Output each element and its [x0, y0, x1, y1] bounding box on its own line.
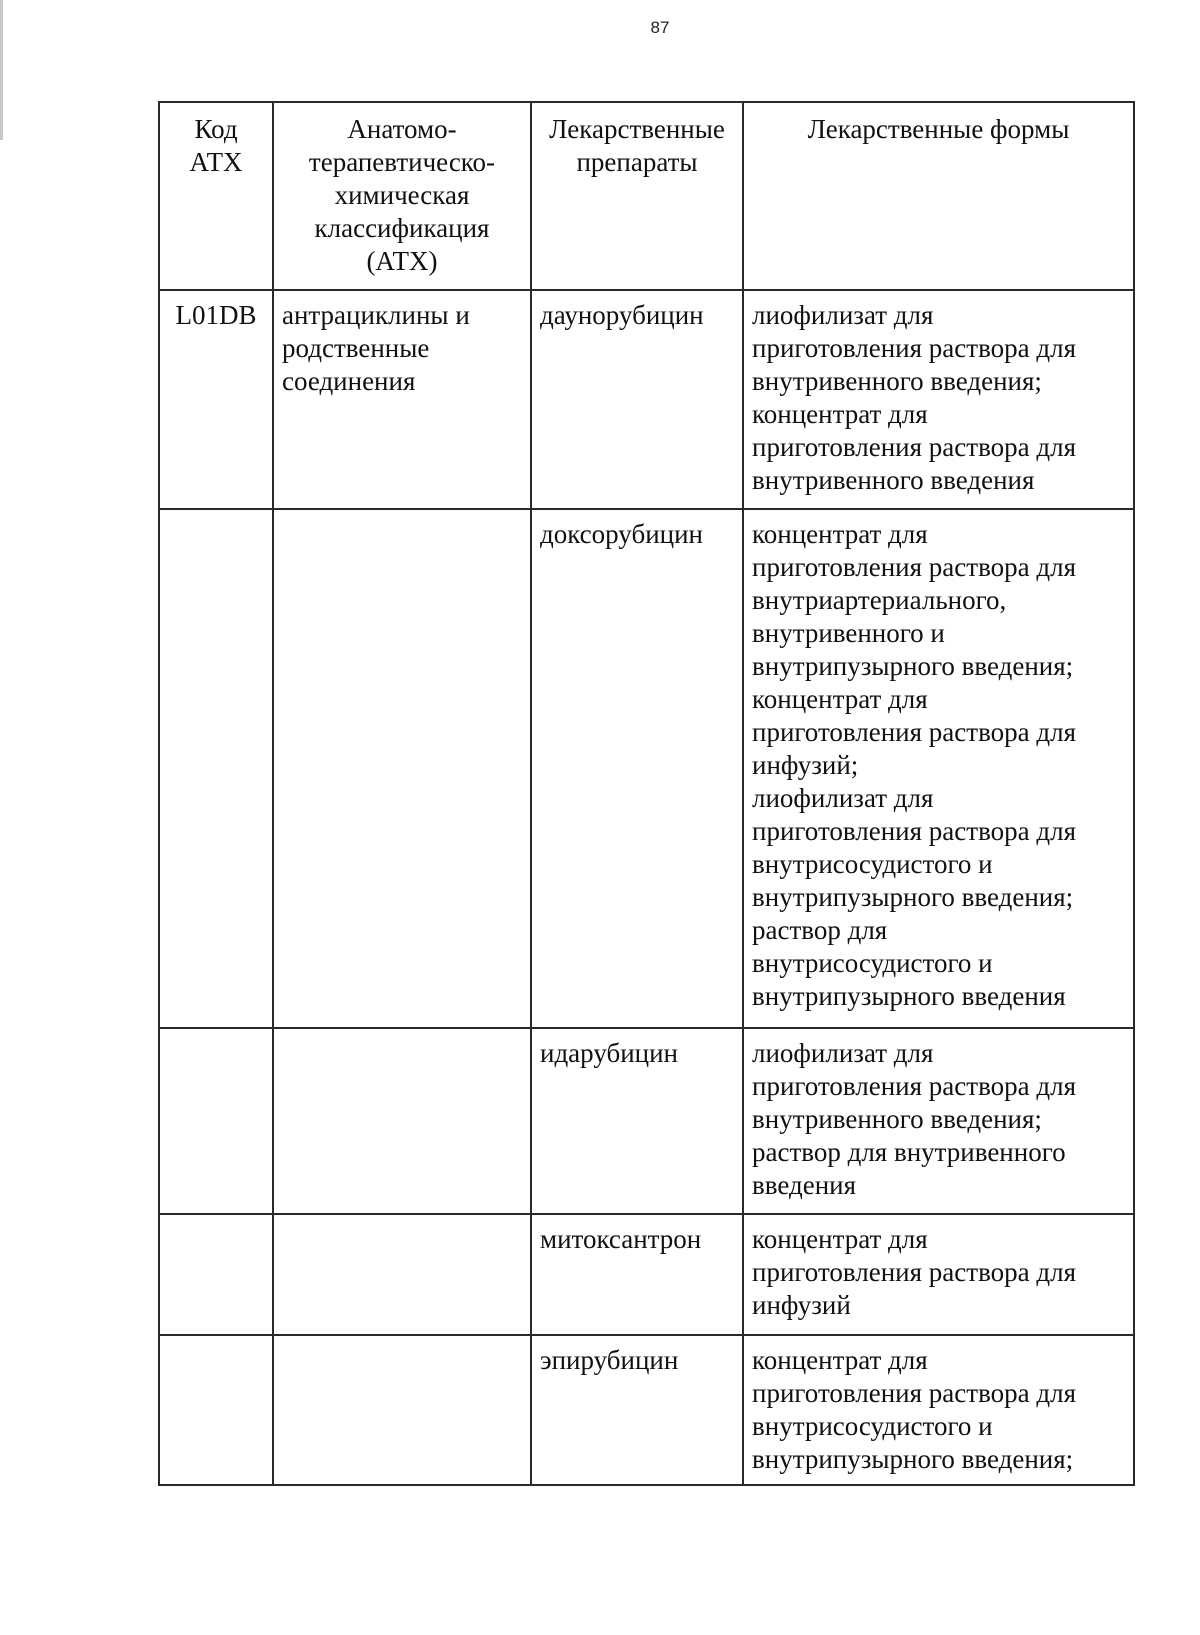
cell-code — [159, 1335, 273, 1485]
header-atc-classification: Анатомо- терапевтическо- химическая классификация (АТХ) — [273, 102, 531, 290]
header-code: Код АТХ — [159, 102, 273, 290]
cell-drug: эпирубицин — [531, 1335, 743, 1485]
table-row — [159, 1335, 1134, 1485]
cell-code — [159, 509, 273, 1028]
table-row — [159, 1214, 1134, 1335]
cell-drug: идарубицин — [531, 1028, 743, 1214]
cell-drug: доксорубицин — [531, 509, 743, 1028]
drug-table — [158, 101, 1135, 1486]
cell-forms: концентрат для приготовления раствора для внутрисосудистого и внутрипузырного введения; — [743, 1335, 1134, 1485]
header-dosage-forms: Лекарственные формы — [743, 102, 1134, 290]
cell-code — [159, 1214, 273, 1335]
cell-drug: даунорубицин — [531, 290, 743, 509]
cell-atc — [273, 1214, 531, 1335]
cell-forms: концентрат для приготовления раствора для внутриартериального, внутривенного и внутрипузырного введения; концентрат для приготовления раствора для инфузий; лиофилизат для приготовления раствора для внутрисосудистого и внутрипузырного введения; раствор для внутрисосудистого и внутрипузырного введения — [743, 509, 1134, 1028]
cell-drug: митоксантрон — [531, 1214, 743, 1335]
table-row — [159, 509, 1134, 1028]
table-header-row — [159, 102, 1134, 290]
table-row — [159, 290, 1134, 509]
cell-code: L01DB — [159, 290, 273, 509]
cell-atc: антрациклины и родственные соединения — [273, 290, 531, 509]
cell-forms: лиофилизат для приготовления раствора для внутривенного введения; концентрат для приготовления раствора для внутривенного введения — [743, 290, 1134, 509]
cell-code — [159, 1028, 273, 1214]
cell-forms: лиофилизат для приготовления раствора для внутривенного введения; раствор для внутривенного введения — [743, 1028, 1134, 1214]
cell-atc — [273, 509, 531, 1028]
page-number: 87 — [650, 18, 670, 37]
header-drugs: Лекарственные препараты — [531, 102, 743, 290]
cell-forms: концентрат для приготовления раствора для инфузий — [743, 1214, 1134, 1335]
table-row — [159, 1028, 1134, 1214]
cell-atc — [273, 1028, 531, 1214]
cell-atc — [273, 1335, 531, 1485]
